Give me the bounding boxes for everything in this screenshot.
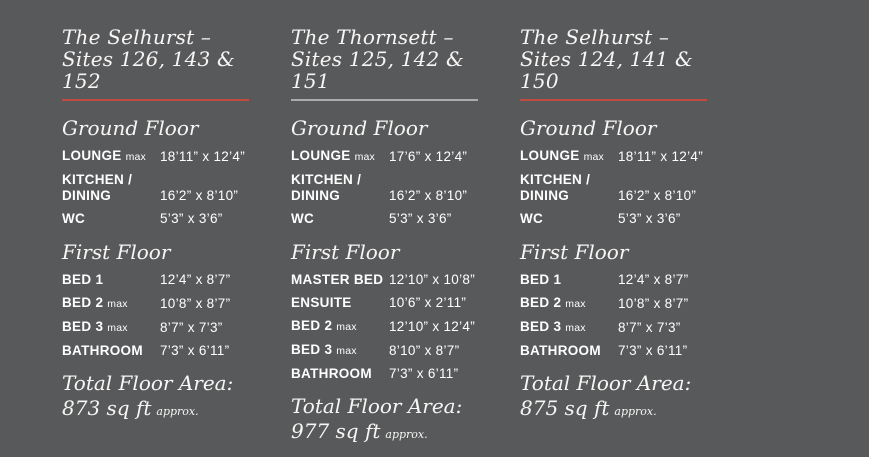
room-label [291,172,389,204]
room-dimensions: 7’3” x 6’11” [160,343,230,358]
plan-column [291,26,478,448]
spec-row [62,172,249,204]
plan-title-line2: Sites 124, 141 & 150 [520,47,694,93]
plan-title-line1: The Selhurst – [62,25,212,49]
spec-row [291,366,478,382]
room-name: BATHROOM [62,343,143,358]
room-dimensions: 8’10” x 8’7” [389,343,460,358]
max-suffix: max [565,298,586,310]
room-dimensions: 10’8” x 8’7” [160,296,231,311]
floor-heading: Ground Floor [520,116,657,140]
spec-row [62,343,249,359]
approx-suffix: approx. [385,428,428,441]
floor-heading: First Floor [62,240,171,264]
room-dimensions: 16’2” x 8’10” [618,188,697,203]
floor-heading: Ground Floor [62,116,199,140]
spec-row [62,211,249,227]
spec-row [291,172,478,204]
spec-row [291,272,478,288]
plan-title-line2: Sites 126, 143 & 152 [62,47,236,93]
spec-row [291,211,478,227]
max-suffix: max [336,321,357,333]
room-dimensions: 12’10” x 10’8” [389,272,475,287]
room-name: WC [62,211,86,226]
room-label [291,295,389,311]
room-label [291,211,389,227]
total-floor-area-label: Total Floor Area: [291,394,463,418]
room-name: WC [520,211,544,226]
room-dimensions: 18’11” x 12’4” [618,149,703,164]
room-name: ENSUITE [291,295,352,310]
room-dimensions: 5’3” x 3’6” [160,211,223,226]
room-label [62,319,160,336]
room-name: KITCHEN / DINING [520,172,591,203]
plan-column [520,26,707,425]
room-dimensions: 5’3” x 3’6” [389,211,452,226]
room-name: BED 2 [291,318,333,333]
room-label [291,148,389,165]
max-suffix: max [565,322,586,334]
spec-row [291,295,478,311]
room-dimensions: 16’2” x 8’10” [160,188,239,203]
room-dimensions: 7’3” x 6’11” [389,366,459,381]
room-dimensions: 10’8” x 8’7” [618,296,689,311]
room-label [291,342,389,359]
room-name: BATHROOM [291,366,372,381]
room-label [520,319,618,336]
room-name: LOUNGE [62,148,122,163]
room-label [62,211,160,227]
total-floor-area-value [291,418,478,448]
room-label [520,148,618,165]
room-dimensions: 10’6” x 2’11” [389,295,467,310]
room-name: KITCHEN / DINING [291,172,362,203]
spec-row [62,295,249,312]
max-suffix: max [354,151,375,163]
spec-row [520,148,707,165]
floor-heading: Ground Floor [291,116,428,140]
room-name: BED 3 [62,319,104,334]
max-suffix: max [107,322,128,334]
total-sqft: 977 sq ft [291,419,381,443]
plan-title [520,26,707,92]
room-label [62,272,160,288]
room-dimensions: 5’3” x 3’6” [618,211,681,226]
room-dimensions: 12’4” x 8’7” [160,272,231,287]
room-dimensions: 12’4” x 8’7” [618,272,689,287]
room-label [520,343,618,359]
plan-title [291,26,478,92]
room-label [62,295,160,312]
room-label [291,318,389,335]
spec-row [291,148,478,165]
plan-title-line1: The Selhurst – [520,25,670,49]
plan-title [62,26,249,92]
title-underline [62,99,249,101]
room-dimensions: 17’6” x 12’4” [389,149,468,164]
approx-suffix: approx. [156,405,199,418]
room-label [291,366,389,382]
max-suffix: max [125,151,146,163]
floorplan-columns [62,26,707,448]
floor-heading: First Floor [291,240,400,264]
plan-title-line2: Sites 125, 142 & 151 [291,47,465,93]
spec-row [520,343,707,359]
room-name: KITCHEN / DINING [62,172,133,203]
room-name: MASTER BED [291,272,384,287]
title-underline [520,99,707,101]
spec-row [291,342,478,359]
spec-row [62,272,249,288]
room-dimensions: 16’2” x 8’10” [389,188,468,203]
spec-row [520,211,707,227]
total-floor-area-value [520,395,707,425]
title-underline [291,99,478,101]
room-label [520,295,618,312]
room-name: BED 1 [520,272,562,287]
room-name: BATHROOM [520,343,601,358]
spec-row [62,319,249,336]
room-label [62,172,160,204]
room-name: LOUNGE [291,148,351,163]
max-suffix: max [107,298,128,310]
room-dimensions: 8’7” x 7’3” [160,320,223,335]
room-name: WC [291,211,315,226]
room-label [291,272,389,288]
room-label [62,148,160,165]
total-floor-area-label: Total Floor Area: [520,371,692,395]
room-dimensions: 8’7” x 7’3” [618,320,681,335]
room-label [62,343,160,359]
spec-row [520,319,707,336]
max-suffix: max [583,151,604,163]
room-name: BED 2 [520,295,562,310]
spec-row [291,318,478,335]
plan-column [62,26,249,425]
room-name: BED 2 [62,295,104,310]
room-name: BED 1 [62,272,104,287]
spec-row [520,272,707,288]
max-suffix: max [336,345,357,357]
total-sqft: 875 sq ft [520,396,610,420]
room-name: LOUNGE [520,148,580,163]
room-name: BED 3 [520,319,562,334]
plan-title-line1: The Thornsett – [291,25,454,49]
floor-heading: First Floor [520,240,629,264]
total-floor-area-label: Total Floor Area: [62,371,234,395]
total-sqft: 873 sq ft [62,396,152,420]
approx-suffix: approx. [614,405,657,418]
room-label [520,211,618,227]
room-dimensions: 7’3” x 6’11” [618,343,688,358]
room-dimensions: 12’10” x 12’4” [389,319,475,334]
room-label [520,272,618,288]
spec-row [520,295,707,312]
spec-row [520,172,707,204]
spec-row [62,148,249,165]
total-floor-area-value [62,395,249,425]
room-label [520,172,618,204]
room-dimensions: 18’11” x 12’4” [160,149,245,164]
room-name: BED 3 [291,342,333,357]
